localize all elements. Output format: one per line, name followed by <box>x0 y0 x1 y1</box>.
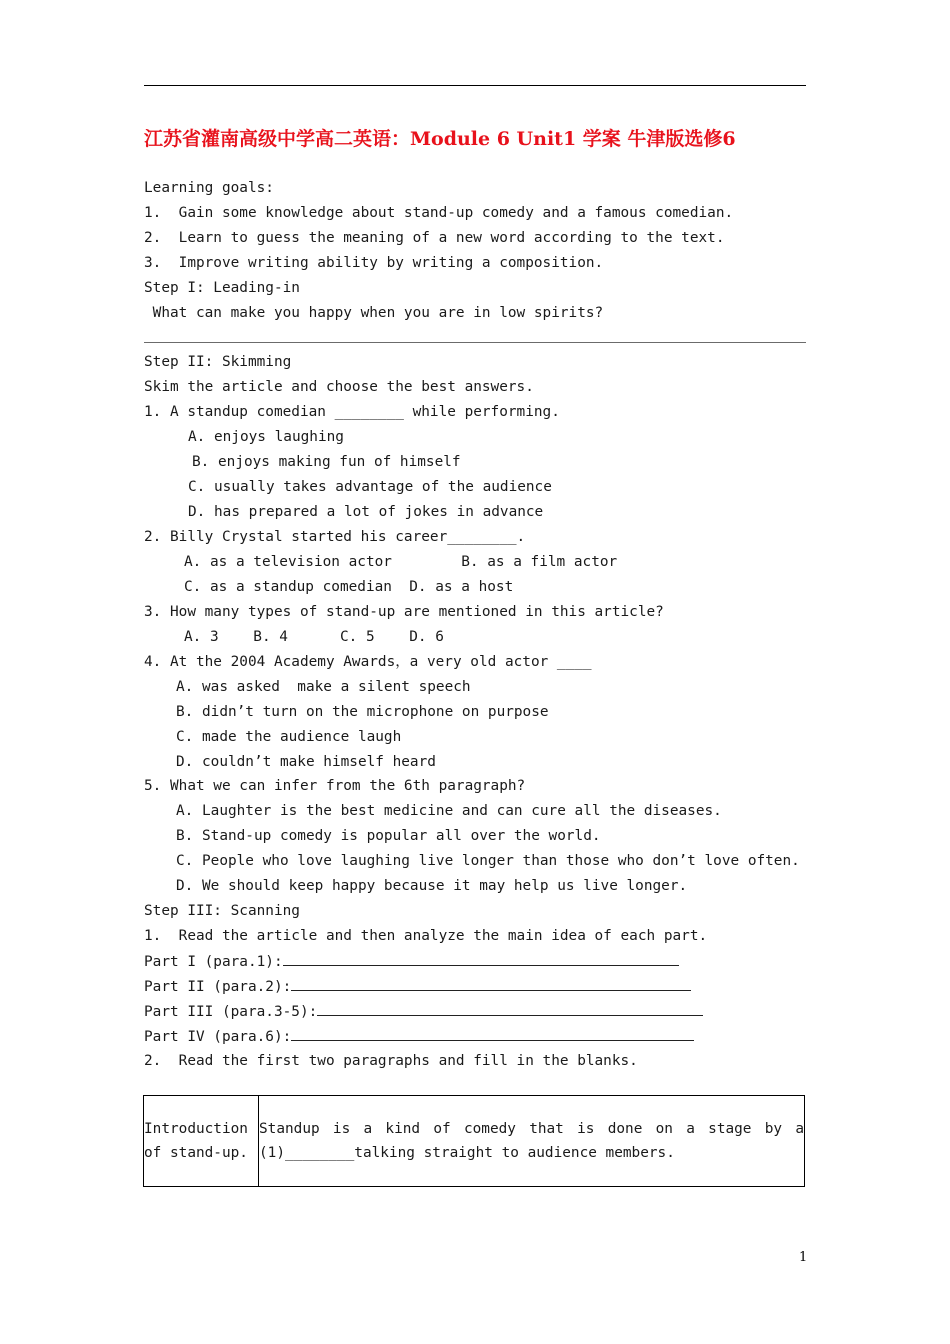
question-4-option: B. didn’t turn on the microphone on purpose <box>176 704 549 720</box>
part-main-idea-row <box>144 976 691 997</box>
part-label: Part I (para.1): <box>144 954 283 970</box>
part-label: Part III (para.3-5): <box>144 1004 318 1020</box>
step3-heading: Step III: Scanning <box>144 903 300 919</box>
step2-heading: Step II: Skimming <box>144 354 292 370</box>
learning-goal-item: 3. Improve writing ability by writing a composition. <box>144 255 604 271</box>
table-text-cell: Standup is a kind of comedy that is done on a stage by a (1)________talking straight to audience members. <box>259 1096 805 1187</box>
header-rule <box>144 85 806 86</box>
question-5-stem: 5. What we can infer from the 6th paragraph? <box>144 778 526 794</box>
answer-blank[interactable] <box>317 1001 703 1016</box>
question-2-options-row: C. as a standup comedian D. as a host <box>184 579 514 595</box>
question-2-stem: 2. Billy Crystal started his career________. <box>144 529 526 545</box>
step1-heading: Step I: Leading-in <box>144 280 300 296</box>
question-3-options-row: A. 3 B. 4 C. 5 D. 6 <box>184 629 444 645</box>
question-3-stem: 3. How many types of stand-up are mentioned in this article? <box>144 604 664 620</box>
question-5-option: B. Stand-up comedy is popular all over the world. <box>176 828 601 844</box>
question-1-option: D. has prepared a lot of jokes in advance <box>188 504 544 520</box>
question-1-option: A. enjoys laughing <box>188 429 344 445</box>
document-title: 江苏省灌南高级中学高二英语：Module 6 Unit1 学案 牛津版选修6 <box>144 128 736 150</box>
step3-task-2: 2. Read the first two paragraphs and fill in the blanks. <box>144 1053 638 1069</box>
part-main-idea-row <box>144 951 679 972</box>
answer-blank[interactable] <box>291 976 691 991</box>
answer-blank[interactable] <box>291 1026 694 1041</box>
question-1-option: B. enjoys making fun of himself <box>192 454 461 470</box>
answer-line <box>144 342 806 343</box>
table-label-cell: Introduction of stand-up. <box>144 1096 259 1187</box>
page-number: 1 <box>799 1250 808 1265</box>
question-1-stem: 1. A standup comedian ________ while performing. <box>144 404 560 420</box>
question-2-options-row: A. as a television actor B. as a film actor <box>184 554 618 570</box>
question-5-option: D. We should keep happy because it may help us live longer. <box>176 878 688 894</box>
question-5-option: A. Laughter is the best medicine and can cure all the diseases. <box>176 803 722 819</box>
question-4-option: A. was asked make a silent speech <box>176 679 471 695</box>
step2-instruction: Skim the article and choose the best answers. <box>144 379 534 395</box>
learning-goals-heading: Learning goals: <box>144 180 274 196</box>
question-4-option: D. couldn’t make himself heard <box>176 754 436 770</box>
question-1-option: C. usually takes advantage of the audience <box>188 479 552 495</box>
part-main-idea-row <box>144 1026 694 1047</box>
part-main-idea-row <box>144 1001 703 1022</box>
learning-goal-item: 1. Gain some knowledge about stand-up comedy and a famous comedian. <box>144 205 734 221</box>
learning-goal-item: 2. Learn to guess the meaning of a new word according to the text. <box>144 230 725 246</box>
question-4-stem: 4. At the 2004 Academy Awards，a very old actor ____ <box>144 654 592 670</box>
part-label: Part IV (para.6): <box>144 1029 292 1045</box>
step1-question: What can make you happy when you are in low spirits? <box>144 305 604 321</box>
part-label: Part II (para.2): <box>144 979 292 995</box>
step3-task-1: 1. Read the article and then analyze the main idea of each part. <box>144 928 708 944</box>
table-row <box>144 1096 805 1187</box>
answer-blank[interactable] <box>283 951 679 966</box>
fill-in-table <box>143 1095 805 1187</box>
question-4-option: C. made the audience laugh <box>176 729 402 745</box>
question-5-option: C. People who love laughing live longer than those who don’t love often. <box>176 853 800 869</box>
